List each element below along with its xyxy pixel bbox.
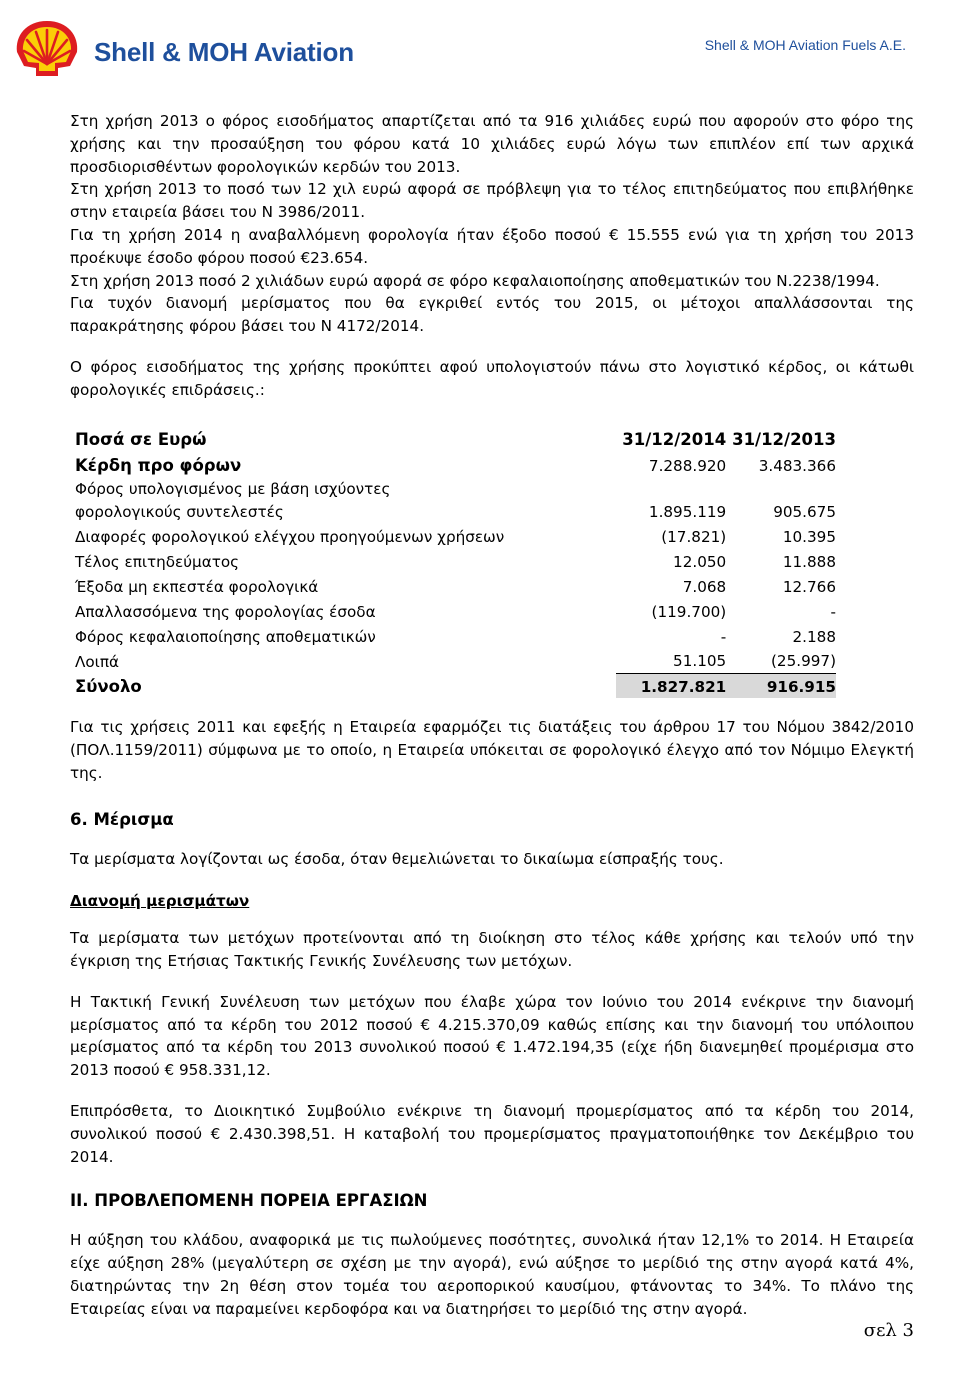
- total-2013: 916.915: [726, 673, 836, 698]
- table-row: Διαφορές φορολογικού ελέγχου προηγούμενων χρήσεων (17.821) 10.395: [75, 527, 836, 546]
- total-label: Σύνολο: [75, 676, 142, 696]
- paragraph: Στη χρήση 2013 το ποσό των 12 χιλ ευρώ αφορά σε πρόβλεψη για το τέλος επιτηδεύματος που επιβλήθηκε στην εταιρεία βάσει του Ν 3986/2011.: [70, 180, 914, 222]
- table-row: Έξοδα μη εκπεστέα φορολογικά 7.068 12.766: [75, 577, 836, 596]
- brand-name: Shell & MOH Aviation: [94, 37, 354, 67]
- paragraph: Η αύξηση του κλάδου, αναφορικά με τις πωλούμενες ποσότητες, συνολικά ήταν 12,1% το 2014. Η Εταιρεία είχε αύξηση 28% (μεγαλύτερη σε σχέση με την αγορά), ενώ αύξησε το μερίδιό της στην αγορά κατά 4%, διατηρώντας την 2η θέση στον τομέα του αεροπορικού καυσίμου, φτάνοντας το 34%. Το πλάνο της Εταιρείας είναι να παραμείνει κερδοφόρα και να διατηρήσει το μερίδιό της στην αγορά.: [70, 1231, 914, 1318]
- table-row: Τέλος επιτηδεύματος 12.050 11.888: [75, 552, 836, 571]
- paragraph: Για τυχόν διανομή μερίσματος που θα εγκριθεί εντός του 2015, οι μέτοχοι απαλλάσσονται της παρακράτησης φόρου βάσει του Ν 4172/2014.: [70, 294, 914, 336]
- table-row: Κέρδη προ φόρων 7.288.920 3.483.366: [75, 455, 836, 475]
- company-name: Shell & MOH Aviation Fuels A.E.: [704, 37, 906, 53]
- table-row: Φόρος κεφαλαιοποίησης αποθεματικών - 2.188: [75, 627, 836, 646]
- table-total-row: [75, 673, 836, 698]
- page-content: [70, 110, 914, 1320]
- paragraph: Τα μερίσματα των μετόχων προτείνονται από τη διοίκηση στο τέλος κάθε χρήσης και τελούν υπό την έγκριση της Ετήσιας Τακτικής Γενικής Συνέλευσης των μετόχων.: [70, 929, 914, 970]
- shell-pecten-logo-icon: [12, 18, 82, 80]
- section-6-title: 6. Μέρισμα: [70, 809, 174, 829]
- paragraph: Στη χρήση 2013 ο φόρος εισοδήματος απαρτίζεται από τα 916 χιλιάδες ευρώ που αφορούν στο φόρο της χρήσης και την προσαύξηση του φόρου κατά 10 χιλιάδες ευρώ λόγω των επιπλέον επί των αρχικά προσδιορισθέντων φορολογικών κερδών του 2013.: [70, 112, 914, 176]
- table-header-row: [75, 429, 836, 452]
- tax-reconciliation-table: [75, 429, 836, 699]
- paragraph-audit: Για τις χρήσεις 2011 και εφεξής η Εταιρεία εφαρμόζει τις διατάξεις του άρθρου 17 του Νόμου 3842/2010 (ΠΟΛ.1159/2011) σύμφωνα με το οποίο, η Εταιρεία υπόκειται σε φορολογικό έλεγχο από τον Νόμιμο Ελεγκτή της.: [70, 718, 914, 782]
- page-header: [0, 0, 960, 80]
- paragraph-intro: Ο φόρος εισοδήματος της χρήσης προκύπτει αφού υπολογιστούν πάνω στο λογιστικό κέρδος, οι κάτωθι φορολογικές επιδράσεις.:: [70, 357, 914, 399]
- table-row: Απαλλασσόμενα της φορολογίας έσοδα (119.700) -: [75, 602, 836, 621]
- subsection-title: Διανομή μερισμάτων: [70, 892, 250, 911]
- paragraph: Για τη χρήση 2014 η αναβαλλόμενη φορολογία ήταν έξοδο ποσού € 15.555 ενώ για τη χρήση του 2013 προέκυψε έσοδο φόρου ποσού €23.654.: [70, 225, 914, 267]
- total-2014: 1.827.821: [616, 673, 727, 698]
- table-row: Φόρος υπολογισμένος με βάση ισχύοντες φορολογικούς συντελεστές 1.895.119 905.675: [75, 479, 836, 521]
- paragraph: Στη χρήση 2013 ποσό 2 χιλιάδων ευρώ αφορά σε φόρο κεφαλαιοποίησης αποθεματικών του Ν.2238/1994.: [70, 271, 880, 290]
- table-row: Λοιπά 51.105 (25.997): [75, 652, 836, 671]
- table-header-col-2014: 31/12/2014: [622, 429, 727, 449]
- paragraph: Επιπρόσθετα, το Διοικητικό Συμβούλιο ενέκρινε τη διανομή προμερίσματος από τα κέρδη του 2014, συνολικού ποσού € 2.430.398,51. Η καταβολή του προμερίσματος πραγματοποιήθηκε τον Δεκέμβριο του 2014.: [70, 1101, 914, 1166]
- paragraph: Η Τακτική Γενική Συνέλευση των μετόχων που έλαβε χώρα τον Ιούνιο του 2014 ενέκρινε την διανομή μερίσματος από τα κέρδη του 2012 ποσού € 4.215.370,09 καθώς επίσης και την διανομή του υπόλοιπου μερίσματος από τα κέρδη του 2013 συνολικού ποσού € 1.472.194,35 (είχε ήδη διανεμηθεί προμέρισμα στο 2013 ποσού € 958.331,12.: [70, 992, 914, 1080]
- section-ii-title: ΙΙ. ΠΡΟΒΛΕΠΟΜΕΝΗ ΠΟΡΕΙΑ ΕΡΓΑΣΙΩΝ: [70, 1191, 428, 1211]
- paragraph: Τα μερίσματα λογίζονται ως έσοδα, όταν θεμελιώνεται το δικαίωμα είσπραξής τους.: [70, 849, 724, 868]
- table-header-col-2013: 31/12/2013: [732, 429, 836, 449]
- table-header-label: Ποσά σε Ευρώ: [75, 429, 207, 449]
- page-number: σελ 3: [863, 1320, 914, 1341]
